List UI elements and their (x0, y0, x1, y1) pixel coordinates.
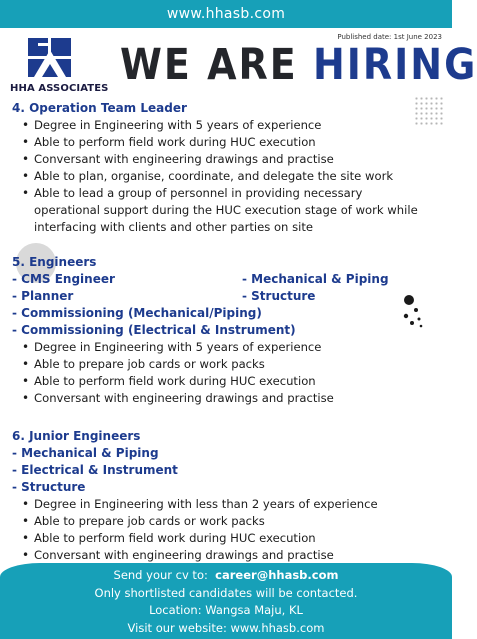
cv-line (0, 567, 452, 585)
email-link[interactable]: career@hhasb.com (215, 568, 339, 582)
list-item: • Able to prepare job cards or work packs (22, 513, 432, 530)
headline (120, 40, 477, 89)
list-item: • Degree in Engineering with 5 years of experience (22, 339, 432, 356)
section-title: 4. Operation Team Leader (12, 101, 187, 115)
site-url[interactable]: www.hhasb.com (166, 6, 286, 22)
requirements-list (12, 117, 432, 236)
role-item: - Electrical & Instrument (12, 463, 178, 477)
logo-company-name: HHA ASSOCIATES (10, 83, 109, 94)
shortlist-note: Only shortlisted candidates will be contacted. (94, 585, 358, 600)
requirements-list (12, 496, 432, 564)
site-banner (0, 0, 452, 28)
list-item: • Conversant with engineering drawings and practise (22, 547, 432, 564)
headline-accent: HIRING (312, 40, 477, 90)
role-grid (12, 271, 432, 305)
list-item: • Able to perform field work during HUC execution (22, 134, 432, 151)
role-item: - CMS Engineer (12, 272, 115, 286)
list-item: • Conversant with engineering drawings and practise (22, 390, 432, 407)
job-listings (12, 100, 432, 564)
headline-prefix: WE ARE (120, 40, 313, 90)
location-text: Location: Wangsa Maju, KL (149, 603, 303, 617)
cv-label: Send your cv to: (113, 568, 208, 582)
website-link[interactable]: Visit our website: www.hhasb.com (127, 620, 325, 635)
hha-logo-icon (28, 38, 72, 80)
list-item: • Able to perform field work during HUC execution (22, 373, 432, 390)
list-item: • Able to perform field work during HUC execution (22, 530, 432, 547)
contact-footer (0, 563, 452, 639)
list-item: • Able to plan, organise, coordinate, and delegate the site work (22, 168, 432, 185)
role-item: - Structure (12, 480, 86, 494)
list-item: • Conversant with engineering drawings and practise (22, 151, 432, 168)
requirements-list (12, 339, 432, 407)
list-item: • Able to prepare job cards or work packs (22, 356, 432, 373)
list-item: • Able to lead a group of personnel in providing necessary operational support during the HUC execution stage of work while interfacing with clients and other parties on site (22, 185, 432, 236)
published-date: Published date: 1st June 2023 (337, 33, 442, 41)
role-item: - Structure (242, 289, 316, 303)
list-item: • Degree in Engineering with less than 2 years of experience (22, 496, 432, 513)
role-item: - Mechanical & Piping (242, 272, 389, 286)
role-item: - Mechanical & Piping (12, 446, 159, 460)
section-title: 6. Junior Engineers (12, 429, 141, 443)
role-item: - Commissioning (Mechanical/Piping) (12, 306, 262, 320)
role-item: - Planner (12, 289, 74, 303)
role-item: - Commissioning (Electrical & Instrument) (12, 323, 296, 337)
company-logo (10, 38, 109, 98)
section-title: 5. Engineers (12, 255, 97, 269)
list-item: • Degree in Engineering with 5 years of experience (22, 117, 432, 134)
